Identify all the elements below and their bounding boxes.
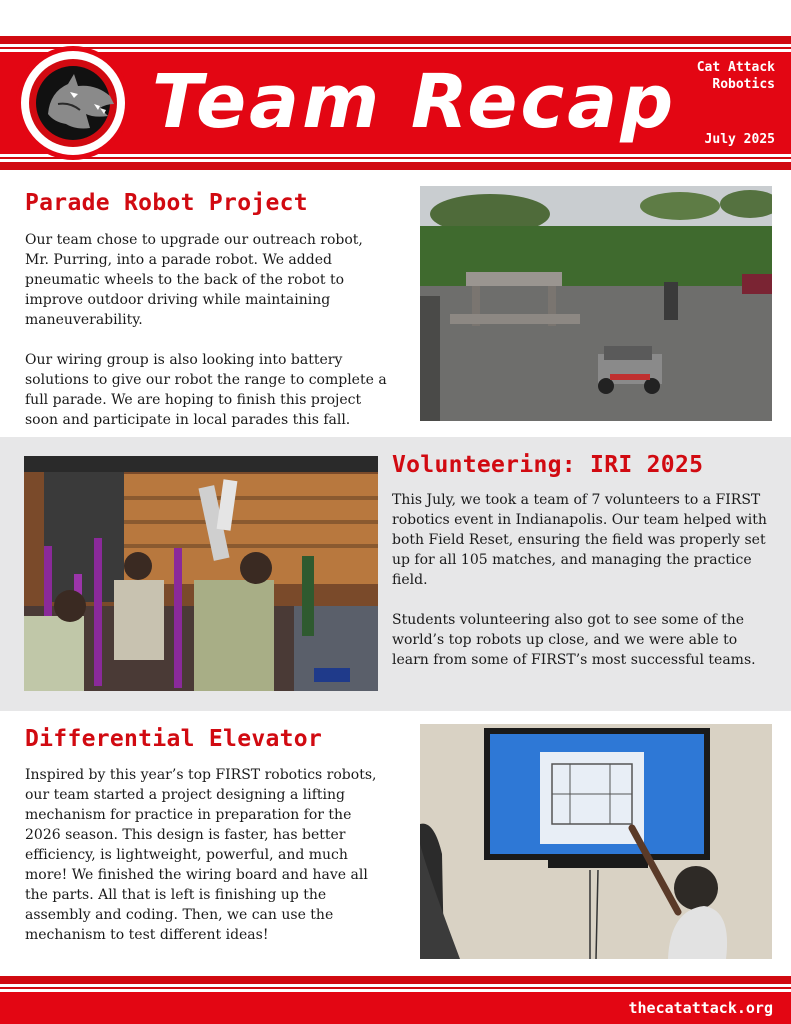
header-bottom-stripe	[0, 162, 791, 170]
issue-date: July 2025	[704, 132, 775, 147]
header-top-stripe	[0, 36, 791, 44]
org-name	[665, 59, 775, 93]
section-body-parade-robot	[25, 230, 391, 450]
parade-robot-photo-icon	[420, 186, 772, 421]
org-name-line1: Cat Attack	[696, 60, 775, 75]
org-name-line2: Robotics	[712, 77, 775, 92]
volunteers-gym-photo-icon	[24, 456, 378, 691]
paragraph: This July, we took a team of 7 volunteers to a FIRST robotics event in Indianapolis. Our team helped with both Field Reset, ensuring the field was properly set up for all 105 matches, and managing the practice field.	[392, 492, 767, 588]
section-body-volunteering	[392, 490, 772, 690]
design-screen-photo-icon	[420, 724, 772, 959]
page-title: Team Recap	[152, 59, 677, 145]
paragraph: Students volunteering also got to see some of the world’s top robots up close, and we were able to learn from some of FIRST’s most successful teams.	[392, 612, 756, 668]
panther-head-logo-icon	[14, 44, 132, 162]
section-body-differential-elevator	[25, 765, 391, 965]
website-url: thecatattack.org	[628, 999, 773, 1017]
section-title-differential-elevator: Differential Elevator	[25, 726, 323, 752]
paragraph: Our wiring group is also looking into battery solutions to give our robot the range to complete a full parade. We are hoping to finish this project soon and participate in local parades this fall.	[25, 352, 387, 428]
section-title-volunteering: Volunteering: IRI 2025	[392, 452, 704, 478]
footer-top-stripe	[0, 976, 791, 984]
paragraph: Inspired by this year’s top FIRST robotics robots, our team started a project designing a lifting mechanism for practice in preparation for the 2026 season. This design is faster, has better efficiency, is lightweight, powerful, and much more! We finished the wiring board and have all the parts. All that is left is finishing up the assembly and coding. Then, we can use the mechanism to test different ideas!	[25, 767, 377, 943]
section-title-parade-robot: Parade Robot Project	[25, 190, 308, 216]
footer-thin-stripe	[0, 987, 791, 989]
paragraph: Our team chose to upgrade our outreach robot, Mr. Purring, into a parade robot. We added pneumatic wheels to the back of the robot to improve outdoor driving while maintaining maneuverability.	[25, 232, 363, 328]
